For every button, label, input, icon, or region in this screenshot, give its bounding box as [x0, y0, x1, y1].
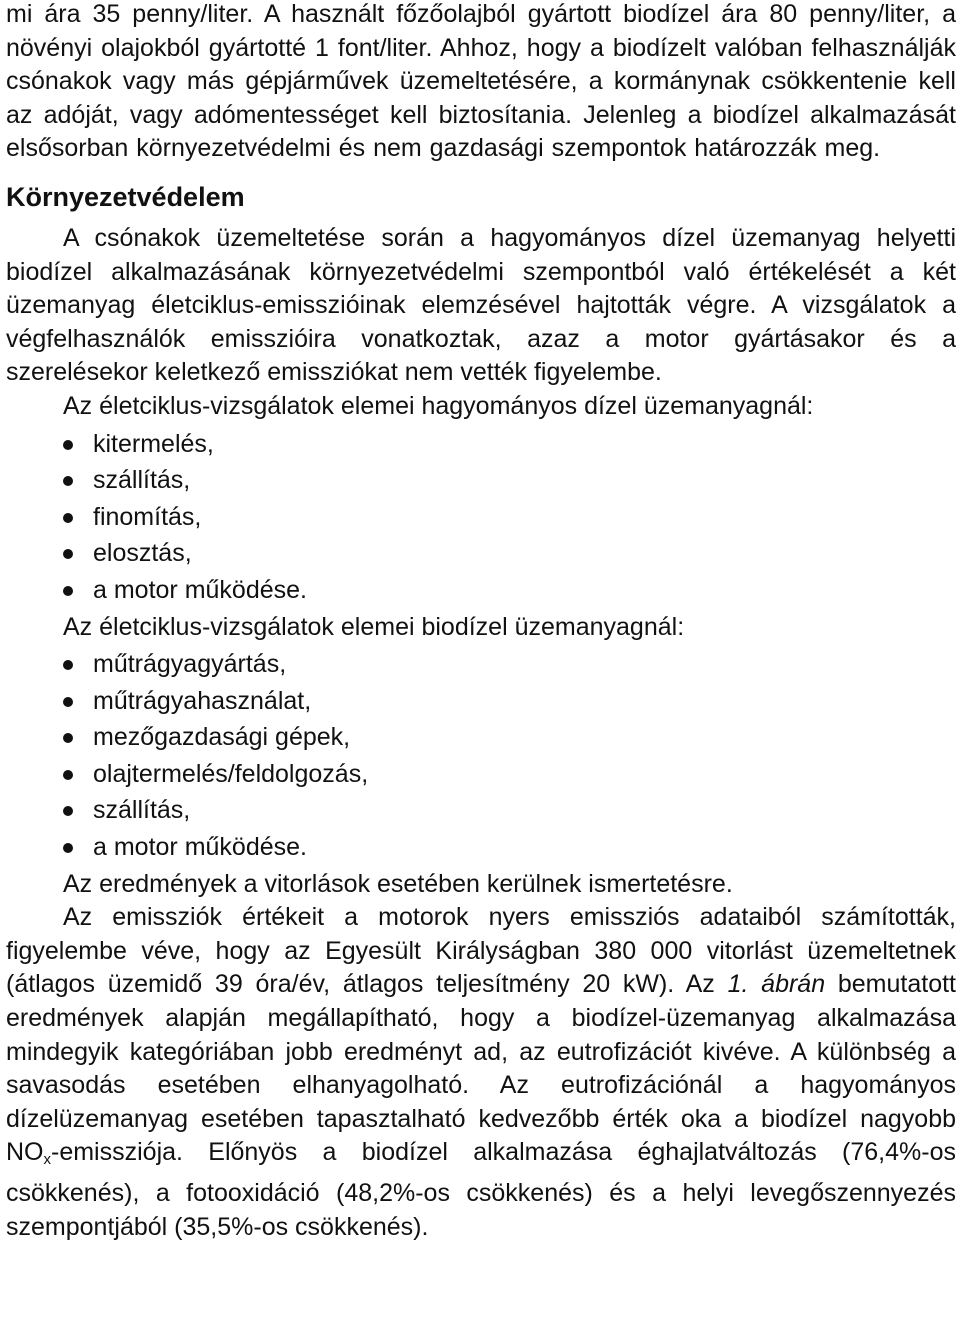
biodiesel-lifecycle-list: [6, 646, 956, 866]
bullet-icon: [63, 440, 73, 450]
list-item: olajtermelés/feldolgozás,: [6, 756, 956, 793]
bullet-icon: [63, 733, 73, 743]
bullet-icon: [63, 806, 73, 816]
document-page: [6, 0, 956, 1244]
list-item: műtrágyagyártás,: [6, 646, 956, 683]
figure-reference: 1. ábrán: [727, 970, 826, 999]
bullet-icon: [63, 697, 73, 707]
section-heading: Környezetvédelem: [6, 181, 245, 212]
list-item: a motor működése.: [6, 572, 956, 609]
list-item: szállítás,: [6, 462, 956, 499]
biodiesel-list-intro: Az életciklus-vizsgálatok elemei biodízel üzemanyagnál:: [63, 612, 685, 641]
environment-paragraph: A csónakok üzemeltetése során a hagyományos dízel üzemanyag helyetti biodízel alkalmazásának környezetvédelmi szempontból való értékelését a két üzemanyag életciklus-emisszióinak elemzésével hajtották végre. A vizsgálatok a végfelhasználók emisszióira vonatkoztak, azaz a motor gyártásakor és a szerelésekor keletkező emissziókat nem vették figyelembe.: [6, 223, 956, 387]
list-item: mezőgazdasági gépek,: [6, 719, 956, 756]
bullet-icon: [63, 513, 73, 523]
bullet-icon: [63, 770, 73, 780]
list-item: elosztás,: [6, 535, 956, 572]
list-item: műtrágyahasználat,: [6, 683, 956, 720]
list-item: kitermelés,: [6, 426, 956, 463]
subscript-x: x: [43, 1151, 51, 1169]
bullet-icon: [63, 476, 73, 486]
diesel-lifecycle-list: [6, 426, 956, 609]
results-line: Az eredmények a vitorlások esetében kerülnek ismertetésre.: [63, 869, 733, 898]
diesel-list-intro: Az életciklus-vizsgálatok elemei hagyományos dízel üzemanyagnál:: [63, 391, 814, 420]
bullet-icon: [63, 660, 73, 670]
bullet-icon: [63, 586, 73, 596]
emissions-paragraph: Az emissziók értékeit a motorok nyers emissziós adataiból számították, figyelembe véve, hogy az Egyesült Királyságban 380 000 vitorlást üzemeltetnek (átlagos üzemidő 39 óra/év, átlagos teljesítmény 20 kW). Az 1. ábrán bemutatott eredmények alapján megállapítható, hogy a biodízel-üzemanyag alkalmazása mindegyik kategóriában jobb eredményt ad, az eutrofizációt kivéve. A különbség a savasodás esetében elhanyagolható. Az eutrofizációnál a hagyományos dízelüzemanyag esetében tapasztalható kedvezőbb érték oka a biodízel nagyobb $NO_x$-emissziója. Előnyös a biodízel alkalmazása éghajlatváltozás (76,4%-os csökkenés), a fotooxidáció (48,2%-os csökkenés) és a helyi levegőszennyezés szempontjából (35,5%-os csökkenés).: [6, 903, 956, 1241]
bullet-icon: [63, 843, 73, 853]
list-item: szállítás,: [6, 792, 956, 829]
list-item: a motor működése.: [6, 829, 956, 866]
intro-paragraph: mi ára 35 penny/liter. A használt főzőolajból gyártott biodízel ára 80 penny/liter, a növényi olajokból gyártotté 1 font/liter. Ahhoz, hogy a biodízelt valóban felhasználják csónakok vagy más gépjárművek üzemeltetésére, a kormánynak csökkentenie kell az adóját, vagy adómentességet kell biztosítania. Jelenleg a biodízel alkalmazását elsősorban környezetvédelmi és nem gazdasági szempontok határozzák meg.: [6, 0, 956, 163]
bullet-icon: [63, 549, 73, 559]
list-item: finomítás,: [6, 499, 956, 536]
